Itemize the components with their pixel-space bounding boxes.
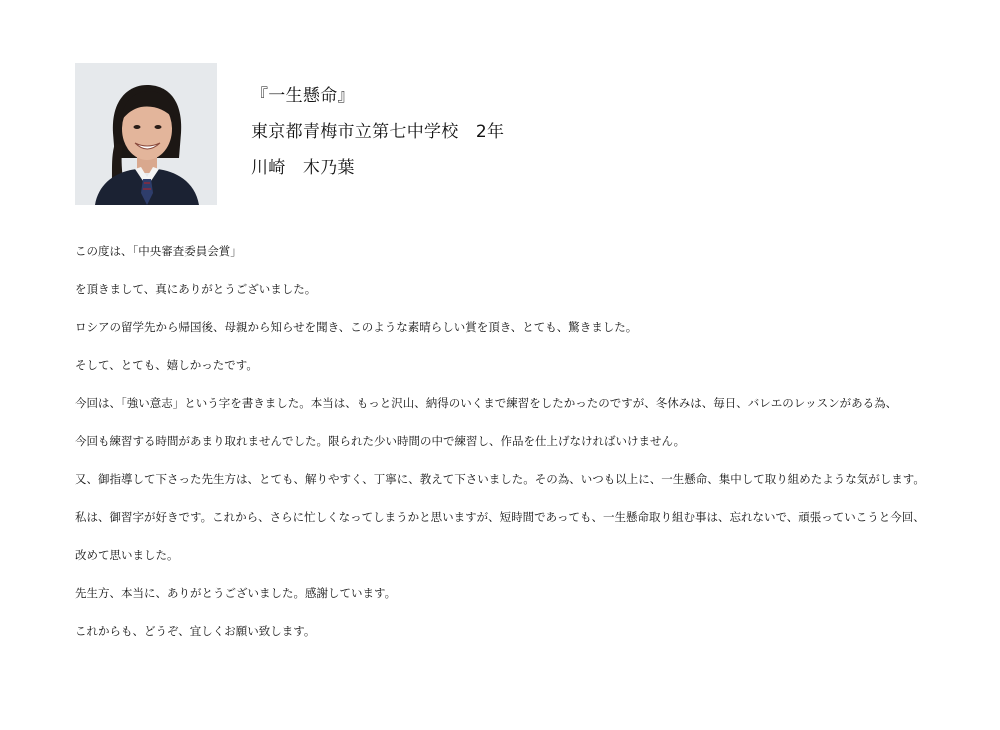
paragraph: 又、御指導して下さった先生方は、とても、解りやすく、丁寧に、教えて下さいました。その為、いつも以上に、一生懸命、集中して取り組めたような気がします。 [75,472,925,486]
essay-title: 『一生懸命』 [251,86,355,106]
header [251,86,504,194]
paragraph: 先生方、本当に、ありがとうございました。感謝しています。 [75,586,397,600]
paragraph: を頂きまして、真にありがとうございました。 [75,282,317,296]
paragraph: これからも、どうぞ、宜しくお願い致します。 [75,624,316,638]
portrait-illustration [75,63,217,205]
student-name: 川崎 木乃葉 [251,158,355,178]
paragraph: 私は、御習字が好きです。これから、さらに忙しくなってしまうかと思いますが、短時間であっても、一生懸命取り組む事は、忘れないで、頑張っていこうと今回、 [75,510,925,524]
student-portrait-photo [75,63,217,205]
school-grade: 東京都青梅市立第七中学校 2年 [251,122,505,142]
paragraph: 今回も練習する時間があまり取れませんでした。限られた少い時間の中で練習し、作品を仕上げなければいけません。 [75,434,686,448]
paragraph: ロシアの留学先から帰国後、母親から知らせを聞き、このような素晴らしい賞を頂き、とても、驚きました。 [75,320,638,334]
paragraph: 改めて思いました。 [75,548,179,562]
paragraph: 今回は、「強い意志」という字を書きました。本当は、もっと沢山、納得のいくまで練習をしたかったのですが、冬休みは、毎日、バレエのレッスンがある為、 [75,396,898,410]
paragraph: この度は、「中央審査委員会賞」 [75,244,242,258]
paragraph: そして、とても、嬉しかったです。 [75,358,258,372]
message-body [75,244,975,662]
